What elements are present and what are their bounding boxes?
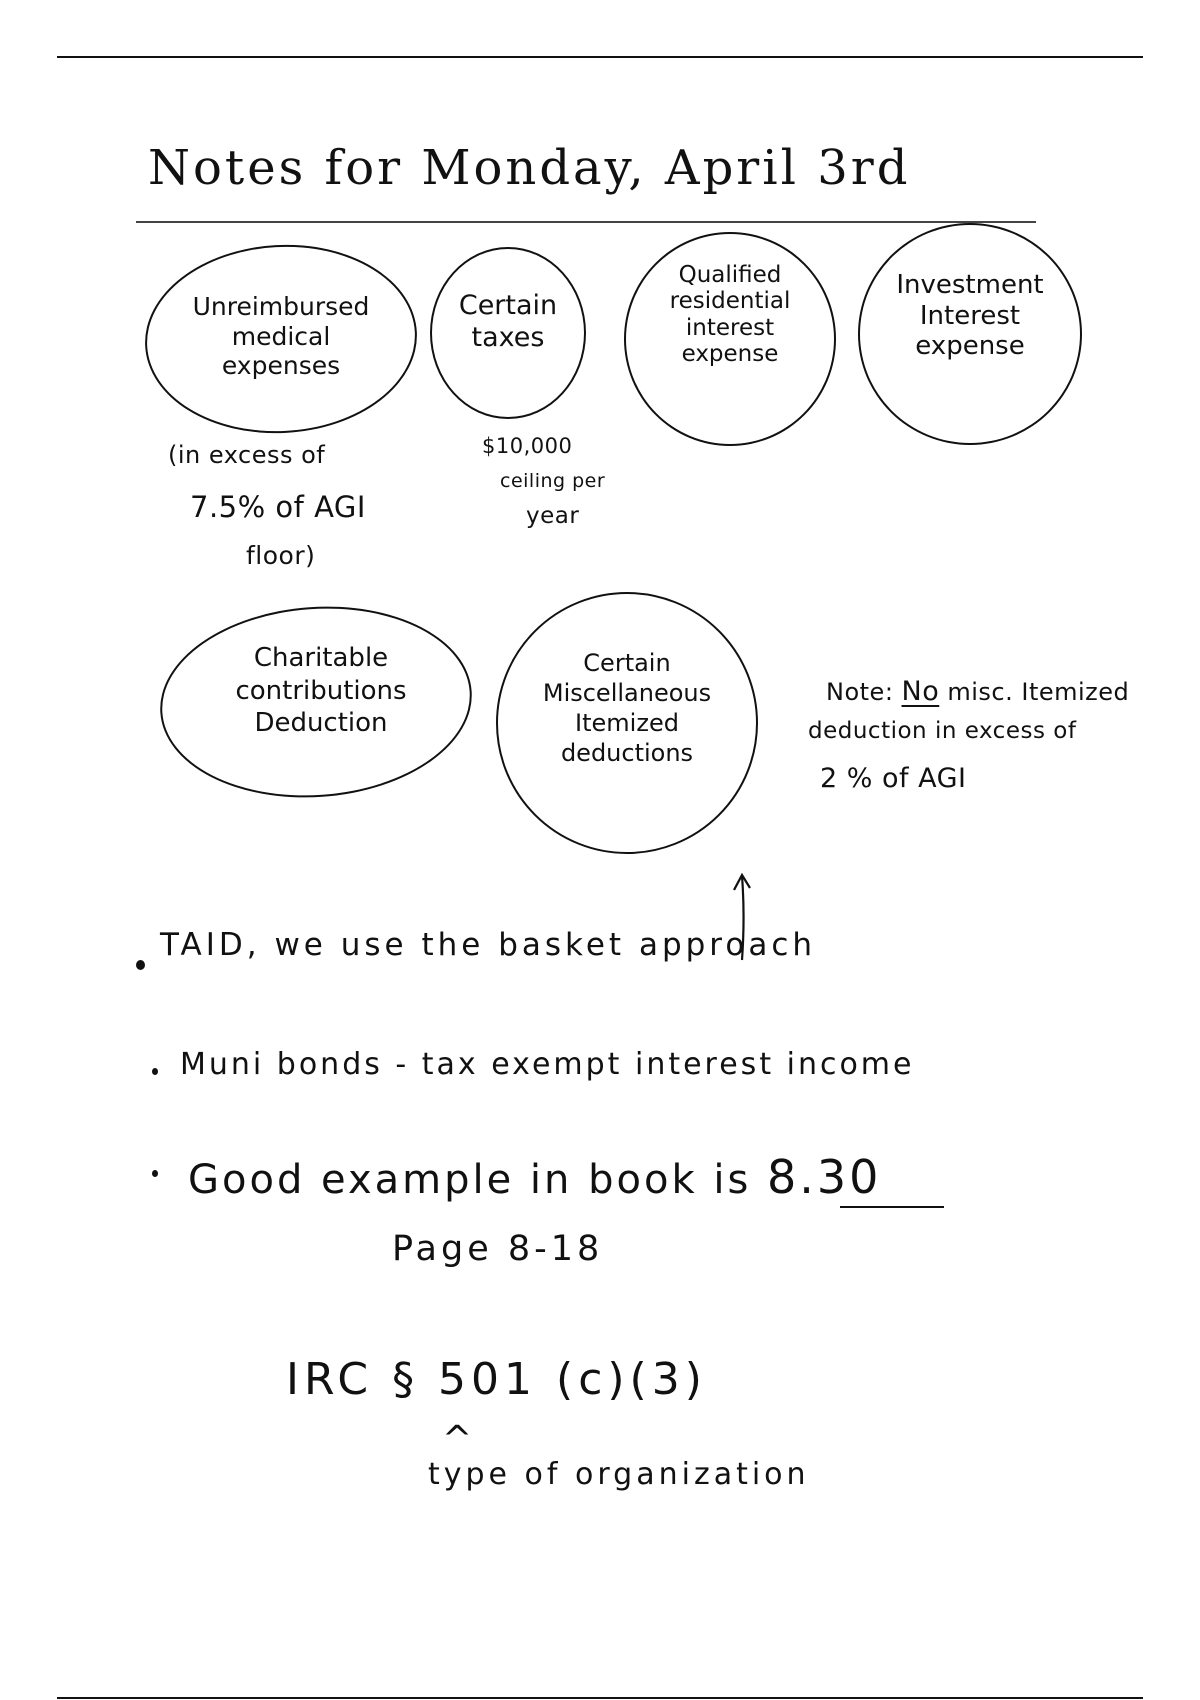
taxes-ceiling-note-line1: $10,000 bbox=[482, 434, 573, 458]
bullet-dot bbox=[136, 960, 145, 970]
bullet-good-example-text: Good example in book is bbox=[188, 1157, 767, 1203]
page-title: Notes for Monday, April 3rd bbox=[148, 140, 911, 196]
bullet-dot bbox=[152, 1170, 158, 1177]
bubble-medical-expenses-label: Unreimbursed medical expenses bbox=[192, 292, 370, 380]
irc-code: IRC § 501 (c)(3) bbox=[286, 1354, 707, 1405]
irc-caret: ^ bbox=[442, 1419, 473, 1460]
taxes-ceiling-note-line3: year bbox=[526, 503, 580, 529]
medical-floor-note-line2: 7.5% of AGI bbox=[190, 490, 366, 524]
medical-floor-note-line3: floor) bbox=[246, 541, 316, 570]
bubble-residential-interest-label: Qualified residential interest expense bbox=[669, 262, 791, 368]
example-reference-underline bbox=[840, 1206, 944, 1208]
bubble-investment-interest-label: Investment Interest expense bbox=[896, 270, 1044, 362]
title-underline bbox=[136, 221, 1036, 223]
bubble-charitable-contributions-label: Charitable contributions Deduction bbox=[235, 643, 407, 738]
irc-caption: type of organization bbox=[428, 1457, 810, 1492]
page-bottom-rule bbox=[57, 1697, 1143, 1699]
page-top-rule bbox=[57, 56, 1143, 58]
medical-floor-note-line1: (in excess of bbox=[168, 441, 326, 469]
side-note-emphasis: No bbox=[901, 676, 940, 707]
side-note-line1-rest: misc. Itemized bbox=[939, 678, 1130, 706]
bullet-dot bbox=[152, 1068, 158, 1075]
side-note-prefix: Note: bbox=[826, 678, 902, 706]
bullet-muni-bonds: Muni bonds - tax exempt interest income bbox=[180, 1047, 915, 1082]
side-note-line2: deduction in excess of bbox=[808, 718, 1077, 744]
bubble-miscellaneous-deductions-label: Certain Miscellaneous Itemized deductions bbox=[542, 649, 712, 767]
bullet-taid: TAID, we use the basket approach bbox=[160, 927, 817, 963]
example-reference: 8.30 bbox=[767, 1150, 882, 1204]
side-note-line3: 2 % of AGI bbox=[820, 763, 967, 794]
bullet-good-example bbox=[188, 1150, 882, 1204]
side-note-line1 bbox=[826, 678, 1129, 705]
taxes-ceiling-note-line2: ceiling per bbox=[500, 470, 606, 492]
bubble-certain-taxes-label: Certain taxes bbox=[458, 290, 558, 353]
example-page-reference: Page 8-18 bbox=[392, 1229, 604, 1269]
